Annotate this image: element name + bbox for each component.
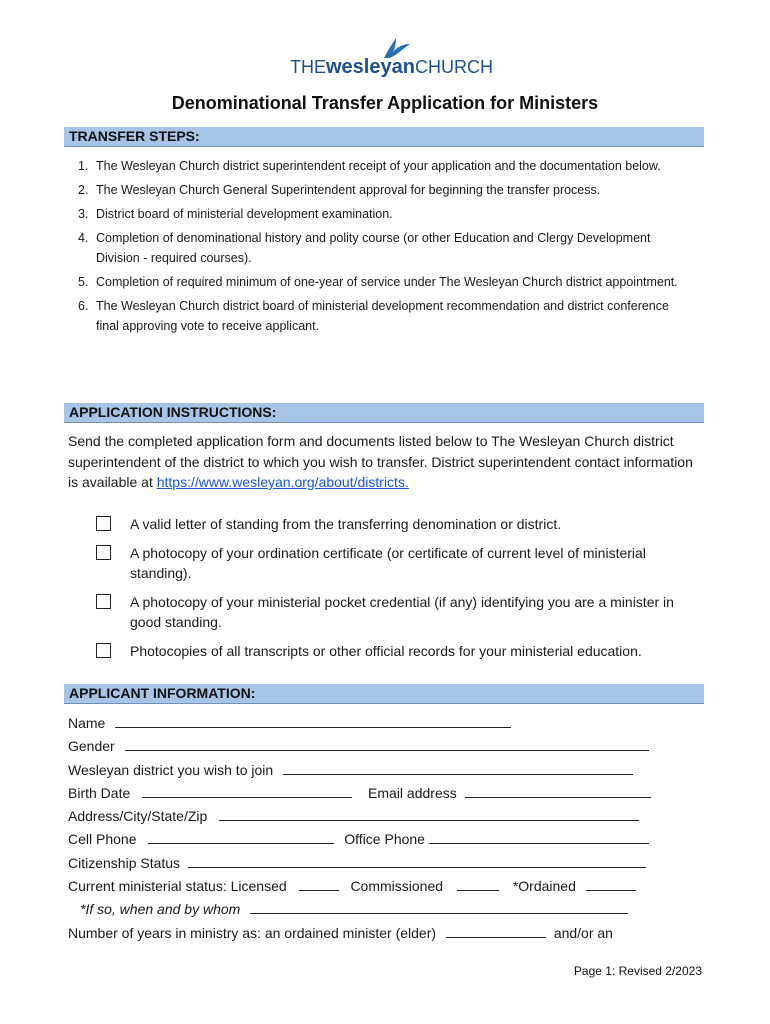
list-item	[70, 296, 690, 336]
when-by-whom-field[interactable]	[250, 900, 628, 914]
birth-date-field[interactable]	[142, 784, 352, 798]
name-label: Name	[68, 715, 106, 731]
birth-email-row	[68, 783, 658, 806]
transfer-steps-heading: TRANSFER STEPS:	[69, 128, 200, 144]
applicant-form	[68, 713, 658, 946]
page-footer: Page 1: Revised 2/2023	[573, 964, 702, 978]
step-text: District board of ministerial development examination.	[96, 207, 393, 221]
step-number: 2.	[78, 183, 89, 197]
district-field[interactable]	[283, 761, 633, 775]
list-item	[70, 180, 690, 200]
checklist-label: Photocopies of all transcripts or other official records for your ministerial education.	[130, 642, 642, 659]
office-phone-label: Office Phone	[344, 831, 425, 848]
list-item	[70, 204, 690, 224]
transfer-steps-list	[70, 156, 690, 340]
gender-label: Gender	[68, 738, 115, 755]
step-text: The Wesleyan Church district board of ministerial development recommendation and district conference final approving vote to receive applicant.	[96, 299, 669, 333]
years-row	[68, 923, 658, 946]
document-checklist	[96, 514, 708, 669]
status-row	[68, 876, 658, 899]
list-item	[70, 228, 690, 268]
document-title: Denominational Transfer Application for Ministers	[171, 93, 599, 113]
step-text: The Wesleyan Church General Superintendent approval for beginning the transfer process.	[96, 183, 601, 197]
address-label: Address/City/State/Zip	[68, 808, 208, 825]
application-instructions-heading: APPLICATION INSTRUCTIONS:	[69, 404, 277, 420]
citizenship-field[interactable]	[188, 854, 646, 868]
and-or-label: and/or an	[553, 924, 613, 941]
checklist-item	[96, 543, 708, 584]
name-row	[68, 713, 658, 736]
ordained-field[interactable]	[586, 877, 636, 891]
list-item	[70, 272, 690, 292]
name-field[interactable]	[115, 714, 511, 728]
logo-wesleyan: wesleyan	[326, 56, 415, 78]
step-number: 4.	[78, 231, 89, 245]
if-so-label: *If so, when and by whom	[80, 901, 241, 918]
step-number: 6.	[78, 299, 89, 313]
status-label: Current ministerial status: Licensed	[68, 878, 287, 895]
logo-the: THE	[290, 57, 326, 77]
logo-church: CHURCH	[414, 57, 493, 77]
step-text: The Wesleyan Church district superintendent receipt of your application and the documentation below.	[96, 159, 661, 173]
transfer-steps-header	[64, 127, 704, 147]
checkbox[interactable]	[96, 643, 111, 658]
commissioned-field[interactable]	[457, 877, 499, 891]
step-number: 5.	[78, 275, 89, 289]
ordained-label: *Ordained	[512, 878, 576, 895]
office-phone-field[interactable]	[429, 830, 649, 844]
logo-wordmark	[290, 56, 493, 79]
checkbox[interactable]	[96, 516, 111, 531]
checkbox[interactable]	[96, 545, 111, 560]
checklist-item	[96, 641, 708, 662]
email-label: Email address	[368, 784, 457, 801]
district-row	[68, 760, 658, 783]
address-row	[68, 806, 658, 829]
when-by-whom-row	[68, 899, 658, 922]
application-instructions-header	[64, 403, 704, 423]
years-elder-field[interactable]	[446, 924, 546, 938]
step-number: 3.	[78, 207, 89, 221]
wesleyan-church-logo	[290, 36, 493, 80]
instructions-paragraph	[68, 431, 704, 493]
applicant-information-header	[64, 684, 704, 704]
district-label: Wesleyan district you wish to join	[68, 761, 274, 778]
licensed-field[interactable]	[299, 877, 339, 891]
districts-link[interactable]: https://www.wesleyan.org/about/districts.	[156, 474, 409, 490]
list-item	[70, 156, 690, 176]
cell-phone-label: Cell Phone	[68, 831, 137, 848]
email-field[interactable]	[465, 784, 651, 798]
phone-row	[68, 829, 658, 852]
address-field[interactable]	[219, 807, 639, 821]
step-text: Completion of required minimum of one-year of service under The Wesleyan Church district appointment.	[96, 275, 678, 289]
checklist-label: A photocopy of your ministerial pocket credential (if any) identifying you are a minister in good standing.	[130, 593, 674, 630]
checklist-label: A valid letter of standing from the transferring denomination or district.	[130, 516, 562, 532]
gender-field[interactable]	[125, 737, 649, 751]
cell-phone-field[interactable]	[148, 830, 334, 844]
checklist-item	[96, 592, 708, 633]
citizenship-row	[68, 853, 658, 876]
instructions-text: Send the completed application form and documents listed below to The Wesleyan Church district superintendent of the district to which you wish to transfer. District superintendent contact information is available at	[68, 433, 693, 490]
step-text: Completion of denominational history and polity course (or other Education and Clergy Development Division - required courses).	[96, 231, 651, 265]
gender-row	[68, 736, 658, 759]
checkbox[interactable]	[96, 594, 111, 609]
birth-date-label: Birth Date	[68, 784, 131, 801]
years-label: Number of years in ministry as: an ordained minister (elder)	[68, 924, 437, 941]
applicant-information-heading: APPLICANT INFORMATION:	[69, 685, 256, 701]
checklist-label: A photocopy of your ordination certificate (or certificate of current level of ministerial standing).	[130, 544, 646, 581]
citizenship-label: Citizenship Status	[68, 854, 181, 871]
commissioned-label: Commissioned	[350, 878, 444, 895]
step-number: 1.	[78, 159, 89, 173]
checklist-item	[96, 514, 708, 535]
